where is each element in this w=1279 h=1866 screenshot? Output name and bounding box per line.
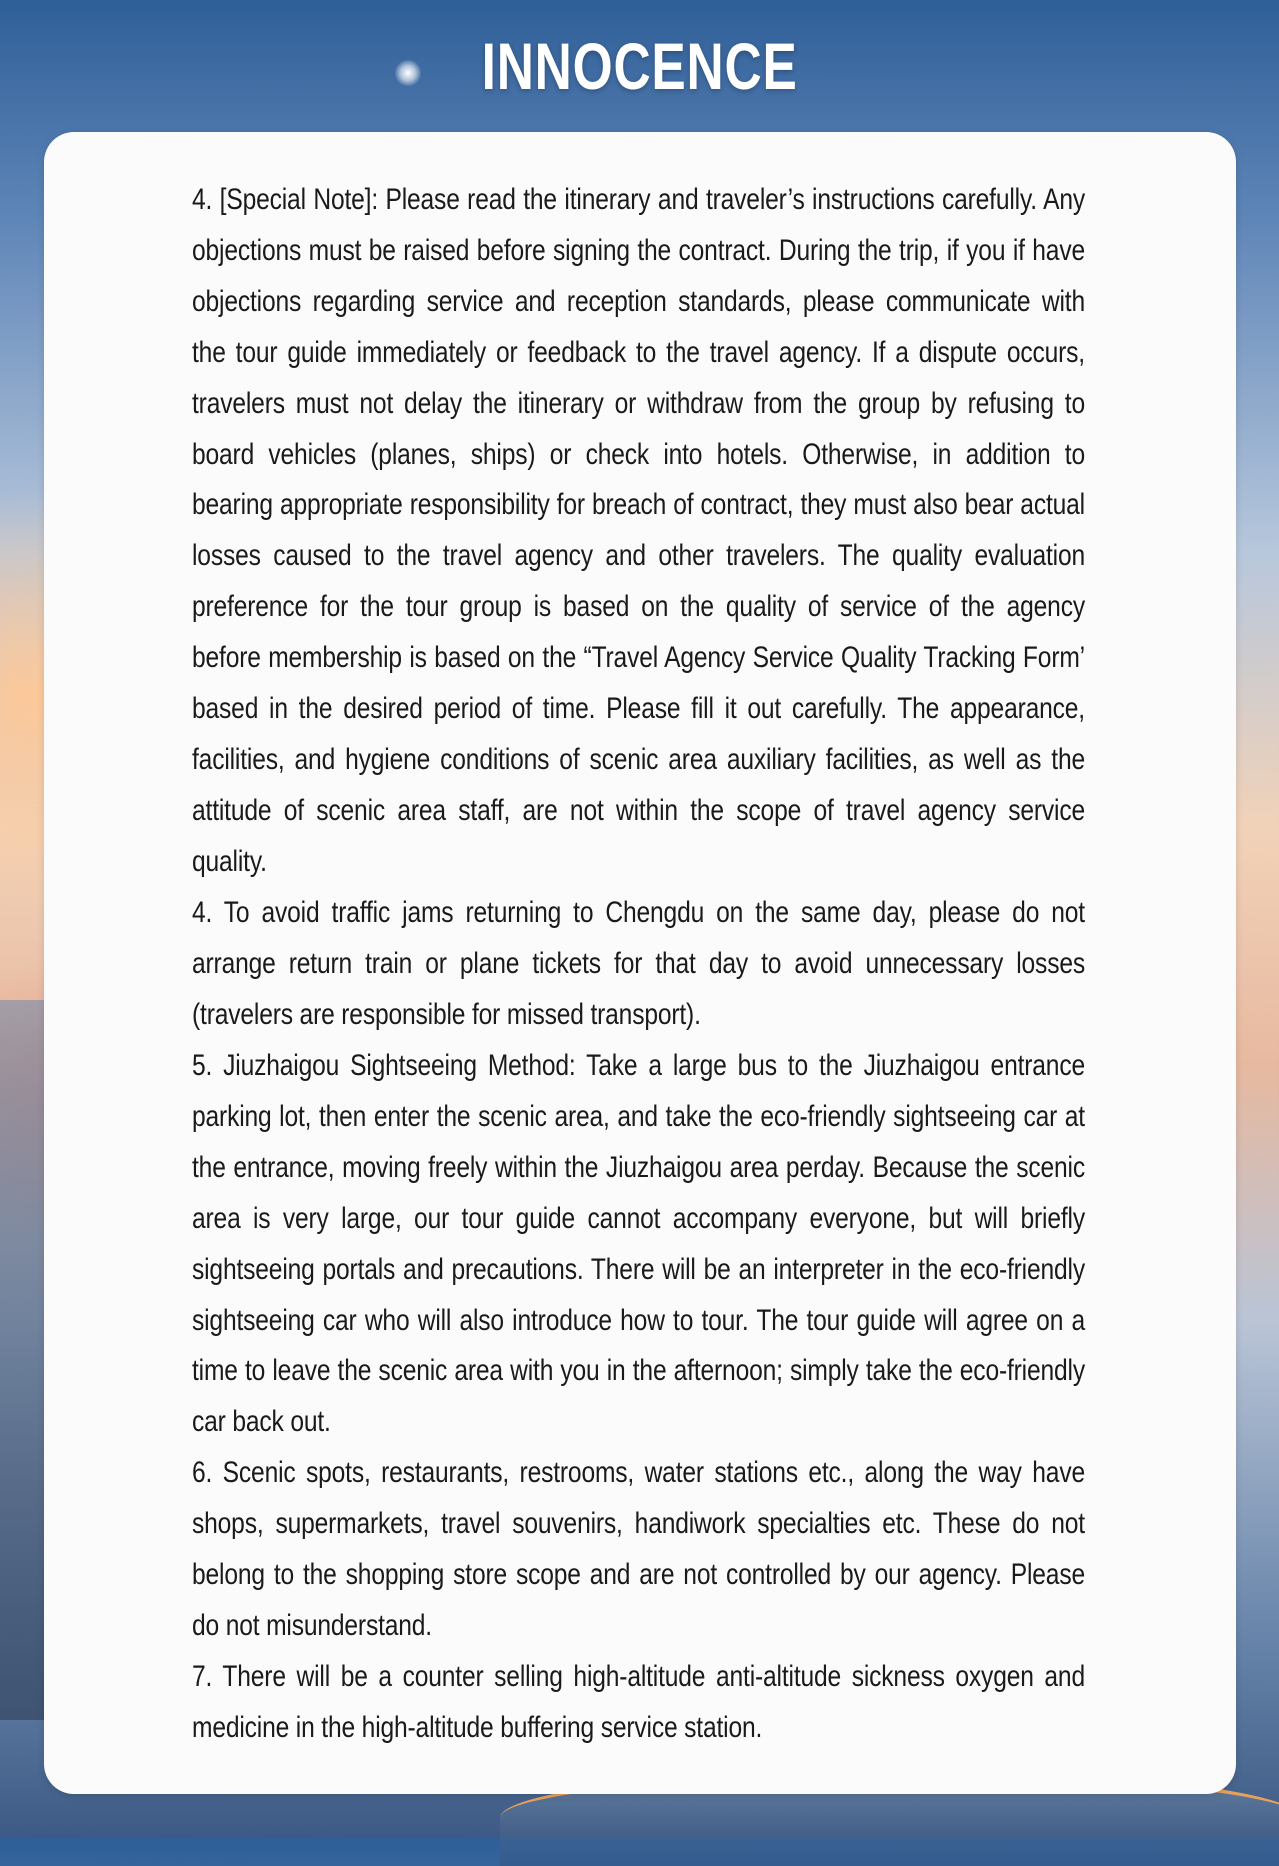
note-traffic: 4. To avoid traffic jams returning to Chengdu on the same day, please do not arrange return train or plane tickets for that day to avoid unnecessary losses (travelers are responsible for missed transport). — [192, 896, 1085, 1031]
notice-content — [192, 175, 1085, 1754]
note-shops: 6. Scenic spots, restaurants, restrooms, water stations etc., along the way have shops, supermarkets, travel souvenirs, handiwork specialties etc. These do not belong to the shopping store scope and are not controlled by our agency. Please do not misunderstand. — [192, 1456, 1085, 1642]
page-title: INNOCENCE — [481, 29, 798, 103]
note-special: 4. [Special Note]: Please read the itinerary and traveler’s instructions carefully. Any objections must be raised before signing the contract. During the trip, if you if have objections regarding service and reception standards, please communicate with the tour guide immediately or feedback to the travel agency. If a dispute occurs, travelers must not delay the itinerary or withdraw from the group by refusing to board vehicles (planes, ships) or check into hotels. Otherwise, in addition to bearing appropriate responsibility for breach of contract, they must also bear actual losses caused to the travel agency and other travelers. The quality evaluation preference for the tour group is based on the quality of service of the agency before membership is based on the “Travel Agency Service Quality Tracking Form’ based in the desired period of time. Please fill it out carefully. The appearance, facilities, and hygiene conditions of scenic area auxiliary facilities, as well as the attitude of scenic area staff, are not within the scope of travel agency service quality. — [192, 183, 1085, 878]
note-oxygen: 7. There will be a counter selling high-altitude anti-altitude sickness oxygen and medicine in the high-altitude buffering service station. — [192, 1660, 1085, 1744]
note-sightseeing-method: 5. Jiuzhaigou Sightseeing Method: Take a large bus to the Jiuzhaigou entrance parking lot, then enter the scenic area, and take the eco-friendly sightseeing car at the entrance, moving freely within the Jiuzhaigou area perday. Because the scenic area is very large, our tour guide cannot accompany everyone, but will briefly sightseeing portals and precautions. There will be an interpreter in the eco-friendly sightseeing car who will also introduce how to tour. The tour guide will agree on a time to leave the scenic area with you in the afternoon; simply take the eco-friendly car back out. — [192, 1049, 1085, 1439]
